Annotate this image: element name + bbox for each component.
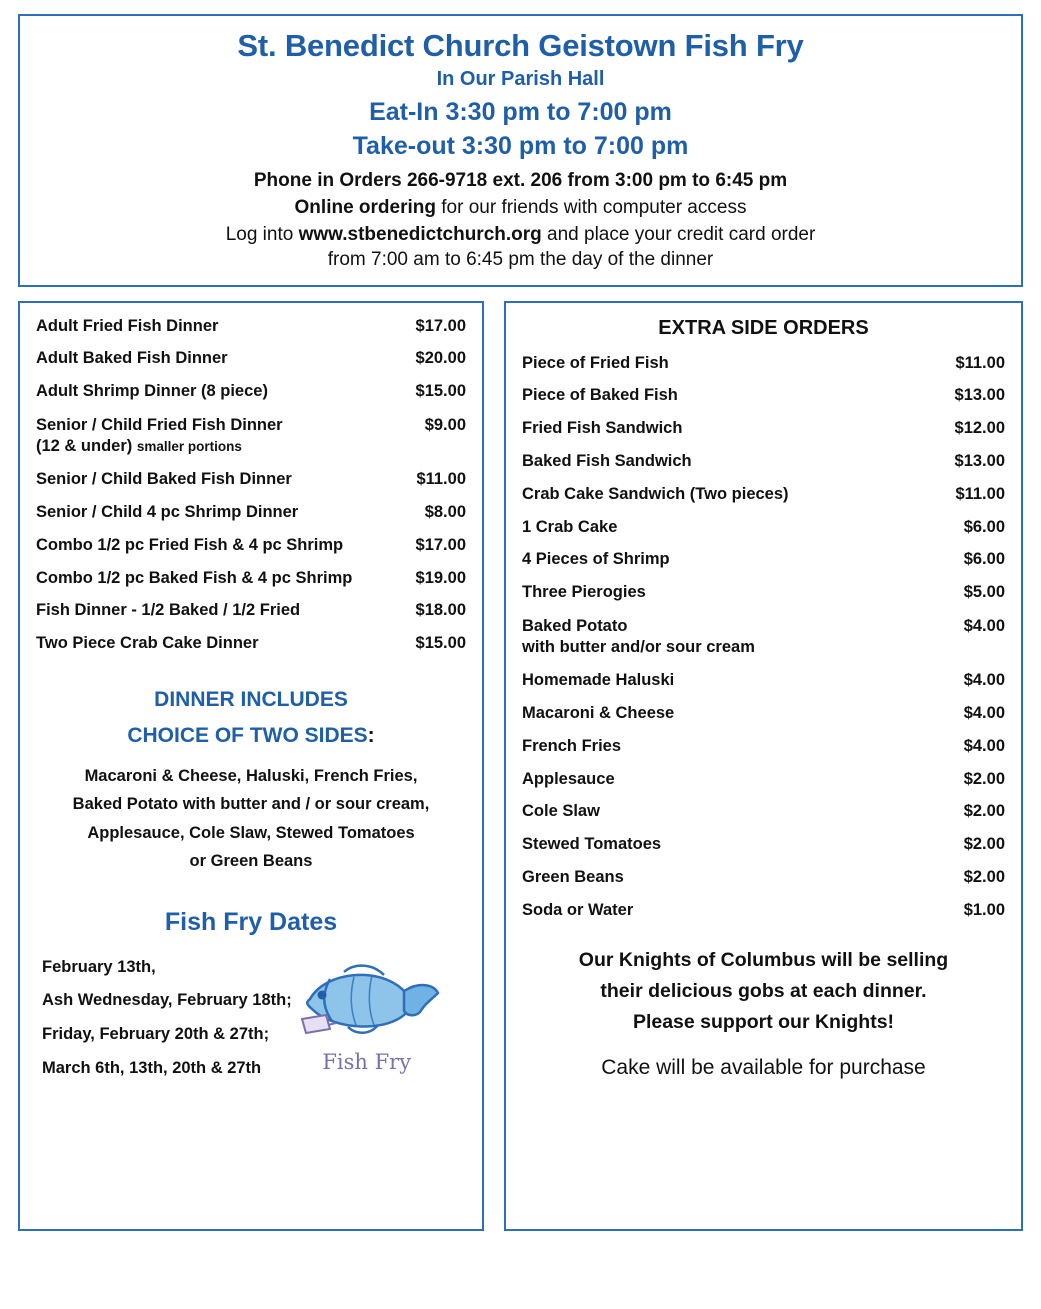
extra-row	[522, 671, 1005, 691]
extra-row	[522, 354, 1005, 374]
extra-row	[522, 485, 1005, 505]
extra-item-name: Stewed Tomatoes	[522, 835, 662, 854]
sides-list	[36, 762, 466, 876]
extra-item-name: Fried Fish Sandwich	[522, 419, 683, 438]
menu-item-price: $20.00	[415, 349, 466, 368]
menu-item-price: $11.00	[416, 470, 466, 489]
date-item: Ash Wednesday, February 18th;	[42, 991, 292, 1010]
extra-row	[522, 770, 1005, 790]
menu-item-name: Adult Baked Fish Dinner	[36, 349, 228, 368]
extra-item-price: $4.00	[963, 736, 1005, 755]
menu-item-note: smaller portions	[136, 439, 242, 455]
extra-item-name: Cole Slaw	[522, 802, 600, 821]
menu-item-name: Senior / Child 4 pc Shrimp Dinner	[36, 503, 299, 522]
fish-art-label: Fish Fry	[322, 1049, 412, 1074]
knights-line: their delicious gobs at each dinner.	[600, 979, 927, 1002]
extra-row	[522, 802, 1005, 822]
menu-row	[36, 503, 466, 523]
menu-row	[36, 601, 466, 621]
extra-item-name: Three Pierogies	[522, 583, 646, 602]
extra-row	[522, 583, 1005, 603]
extra-item-price: $2.00	[963, 868, 1005, 887]
menu-item-name: Combo 1/2 pc Fried Fish & 4 pc Shrimp	[36, 535, 344, 554]
header-subtitle: In Our Parish Hall	[436, 67, 605, 90]
knights-line: Please support our Knights!	[632, 1010, 895, 1033]
menu-item-price: $15.00	[415, 634, 466, 653]
sides-line: or Green Beans	[189, 852, 313, 871]
extra-item-name: French Fries	[522, 736, 622, 755]
extra-row	[522, 704, 1005, 724]
menu-item-price: $15.00	[415, 382, 466, 401]
dinners-panel	[18, 301, 484, 1231]
extra-item-name: Baked Potato	[522, 617, 628, 636]
extra-row	[522, 452, 1005, 472]
extra-item-name: Soda or Water	[522, 900, 634, 919]
sides-line: Applesauce, Cole Slaw, Stewed Tomatoes	[87, 823, 415, 842]
menu-item-price: $17.00	[415, 316, 466, 335]
extra-row	[522, 868, 1005, 888]
date-item: February 13th,	[42, 957, 156, 976]
extra-row	[522, 550, 1005, 570]
extra-item-name: Baked Fish Sandwich	[522, 452, 692, 471]
extra-item-name: Piece of Fried Fish	[522, 353, 669, 372]
menu-item-name: Combo 1/2 pc Baked Fish & 4 pc Shrimp	[36, 568, 353, 587]
extra-row	[522, 386, 1005, 406]
page-title: St. Benedict Church Geistown Fish Fry	[237, 28, 804, 63]
extra-item-price: $4.00	[963, 704, 1005, 723]
choice-of-sides-heading	[36, 724, 466, 748]
eat-in-hours: Eat-In 3:30 pm to 7:00 pm	[369, 97, 672, 126]
extra-item-price: $13.00	[954, 386, 1005, 405]
extra-row	[522, 835, 1005, 855]
menu-row	[36, 536, 466, 556]
extra-item-price: $13.00	[954, 452, 1005, 471]
menu-item-name: Two Piece Crab Cake Dinner	[36, 634, 259, 653]
website-line	[40, 224, 1001, 246]
extra-item-price: $6.00	[963, 517, 1005, 536]
menu-row	[36, 470, 466, 490]
website-url[interactable]: www.stbenedictchurch.org	[298, 223, 542, 245]
menu-item-name-block	[36, 415, 291, 457]
knights-line: Our Knights of Columbus will be selling	[578, 948, 949, 971]
online-ordering-text: for our friends with computer access	[435, 196, 747, 218]
extra-item-name: 4 Pieces of Shrimp	[522, 550, 670, 569]
extra-side-orders-heading: EXTRA SIDE ORDERS	[658, 316, 869, 339]
extra-item-name: Crab Cake Sandwich (Two pieces)	[522, 484, 789, 503]
extra-item-price: $6.00	[963, 550, 1005, 569]
menu-item-name: Senior / Child Baked Fish Dinner	[36, 470, 292, 489]
extra-item-name: Macaroni & Cheese	[522, 704, 675, 723]
website-suffix: and place your credit card order	[541, 223, 816, 245]
extra-row	[522, 419, 1005, 439]
header-box	[18, 14, 1023, 287]
extra-item-name: Applesauce	[522, 769, 615, 788]
extra-item-name: Piece of Baked Fish	[522, 386, 678, 405]
dates-list	[36, 951, 292, 1086]
date-item: Friday, February 20th & 27th;	[42, 1025, 270, 1044]
online-ordering-line	[40, 197, 1001, 219]
phone-orders-line: Phone in Orders 266-9718 ext. 206 from 3:00 pm to 6:45 pm	[253, 169, 788, 191]
extra-item-price: $11.00	[955, 353, 1005, 372]
extra-item-price: $12.00	[954, 419, 1005, 438]
menu-item-price: $19.00	[415, 568, 466, 587]
dates-section	[36, 951, 466, 1086]
knights-of-columbus-note	[522, 945, 1005, 1039]
extra-item-name-block	[522, 616, 763, 658]
extra-item-price: $2.00	[963, 769, 1005, 788]
sides-line: Baked Potato with butter and / or sour cream,	[72, 795, 430, 814]
menu-item-price: $9.00	[424, 416, 466, 435]
fish-illustration	[292, 955, 442, 1074]
menu-item-name: Adult Shrimp Dinner (8 piece)	[36, 382, 268, 401]
extra-item-price: $2.00	[963, 835, 1005, 854]
menu-columns	[18, 301, 1023, 1231]
extra-item-name: Green Beans	[522, 868, 624, 887]
menu-item-name: Adult Fried Fish Dinner	[36, 316, 219, 335]
extra-side-orders-panel	[504, 301, 1023, 1231]
extra-item-price: $5.00	[963, 583, 1005, 602]
extra-item-price: $11.00	[955, 484, 1005, 503]
menu-item-name-second: (12 & under)	[36, 437, 137, 456]
menu-item-price: $18.00	[415, 601, 466, 620]
date-item: March 6th, 13th, 20th & 27th	[42, 1058, 262, 1077]
extra-row	[522, 901, 1005, 921]
extra-row	[522, 737, 1005, 757]
menu-item-name: Senior / Child Fried Fish Dinner	[36, 416, 283, 435]
extra-item-name: Homemade Haluski	[522, 671, 675, 690]
dinner-includes-heading: DINNER INCLUDES	[154, 688, 348, 712]
menu-item-price: $17.00	[415, 535, 466, 554]
extra-item-price: $4.00	[963, 617, 1005, 636]
menu-row	[36, 569, 466, 589]
menu-item-name: Fish Dinner - 1/2 Baked / 1/2 Fried	[36, 601, 301, 620]
extra-item-price: $2.00	[963, 802, 1005, 821]
extra-item-name: 1 Crab Cake	[522, 517, 618, 536]
cake-note: Cake will be available for purchase	[601, 1056, 926, 1080]
fish-icon	[292, 955, 442, 1043]
online-ordering-label: Online ordering	[294, 196, 436, 218]
menu-row	[36, 415, 466, 457]
extra-item-name-second: with butter and/or sour cream	[522, 638, 755, 657]
online-hours-line: from 7:00 am to 6:45 pm the day of the dinner	[327, 248, 714, 270]
sides-line: Macaroni & Cheese, Haluski, French Fries,	[84, 767, 418, 786]
extra-row	[522, 518, 1005, 538]
choice-of-sides-colon: :	[367, 724, 375, 748]
extra-item-price: $4.00	[963, 671, 1005, 690]
extra-row	[522, 616, 1005, 658]
website-prefix: Log into	[225, 223, 299, 245]
menu-item-price: $8.00	[424, 503, 466, 522]
fish-fry-dates-heading: Fish Fry Dates	[164, 907, 338, 936]
menu-row	[36, 382, 466, 402]
menu-row	[36, 634, 466, 654]
extra-item-price: $1.00	[963, 900, 1005, 919]
take-out-hours: Take-out 3:30 pm to 7:00 pm	[352, 131, 689, 160]
menu-row	[36, 349, 466, 369]
choice-of-sides-text: CHOICE OF TWO SIDES	[127, 724, 368, 748]
menu-row	[36, 317, 466, 337]
